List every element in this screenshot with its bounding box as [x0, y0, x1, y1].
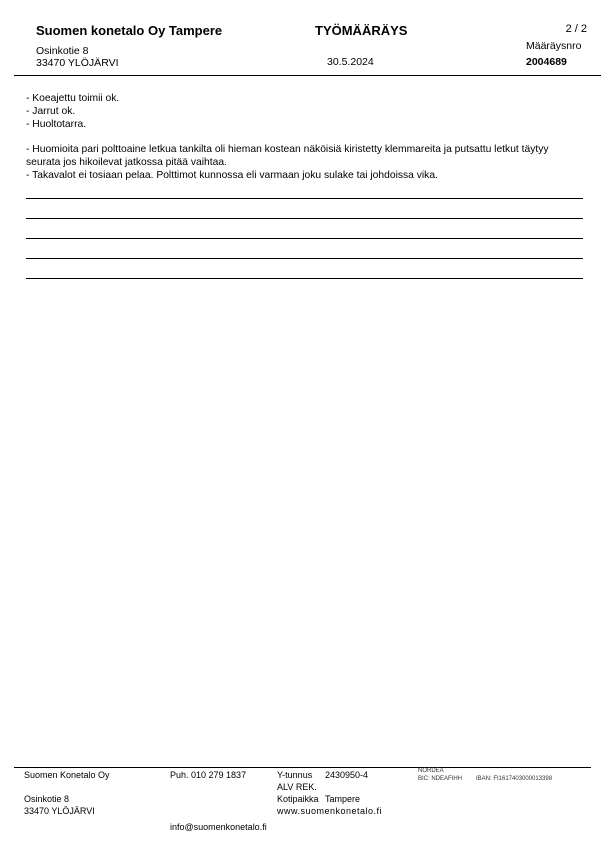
footer-email: info@suomenkonetalo.fi [170, 822, 267, 832]
footer-phone: Puh. 010 279 1837 [170, 770, 247, 780]
company-address-city: 33470 YLÖJÄRVI [36, 57, 119, 69]
note-line: - Koeajettu toimii ok. [26, 93, 120, 104]
footer-bank: NORDEA [418, 768, 444, 774]
document-title: TYÖMÄÄRÄYS [315, 23, 408, 38]
blank-line [26, 278, 583, 279]
order-number: 2004689 [526, 56, 567, 68]
footer-kotipaikka-value: Tampere [325, 794, 361, 804]
note-line: - Huomioita pari polttoaine letkua tankilta oli hieman kostean näköisiä kiristetty klemmareita ja putsattu letkut täytyy [26, 144, 549, 156]
page-number: 2 / 2 [565, 23, 587, 35]
footer-ytunnus-value: 2430950-4 [325, 770, 369, 780]
note-line: - Jarrut ok. [26, 105, 76, 117]
note-line: - Takavalot ei tosiaan pelaa. Polttimot kunnossa eli varmaan joku sulake tai johdoissa vika. [26, 169, 438, 181]
footer-website: www.suomenkonetalo.fi [277, 806, 383, 816]
header-divider [14, 75, 601, 76]
footer-bic: BIC: NDEAFIHH [418, 776, 463, 782]
footer-divider [14, 767, 591, 768]
blank-line [26, 198, 583, 199]
order-number-label: Määräysnro [526, 40, 582, 52]
note-line: seurata jos hikoilevat jatkossa pitää vaihtaa. [26, 156, 227, 168]
blank-line [26, 238, 583, 239]
blank-line [26, 258, 583, 259]
footer-alv: ALV REK. [277, 782, 317, 792]
blank-line [26, 218, 583, 219]
footer-ytunnus-label: Y-tunnus [277, 770, 313, 780]
footer-company: Suomen Konetalo Oy [24, 770, 110, 780]
note-line [26, 131, 596, 144]
note-line: - Huoltotarra. [26, 118, 87, 130]
work-notes [26, 93, 596, 183]
footer-iban: IBAN: FI1617403000013398 [476, 776, 553, 782]
company-address-street: Osinkotie 8 [36, 45, 89, 57]
company-name: Suomen konetalo Oy Tampere [36, 23, 223, 38]
footer-address-street: Osinkotie 8 [24, 794, 70, 804]
footer-kotipaikka-label: Kotipaikka [277, 794, 319, 804]
footer-address-city: 33470 YLÖJÄRVI [24, 806, 95, 816]
document-date: 30.5.2024 [327, 56, 374, 68]
